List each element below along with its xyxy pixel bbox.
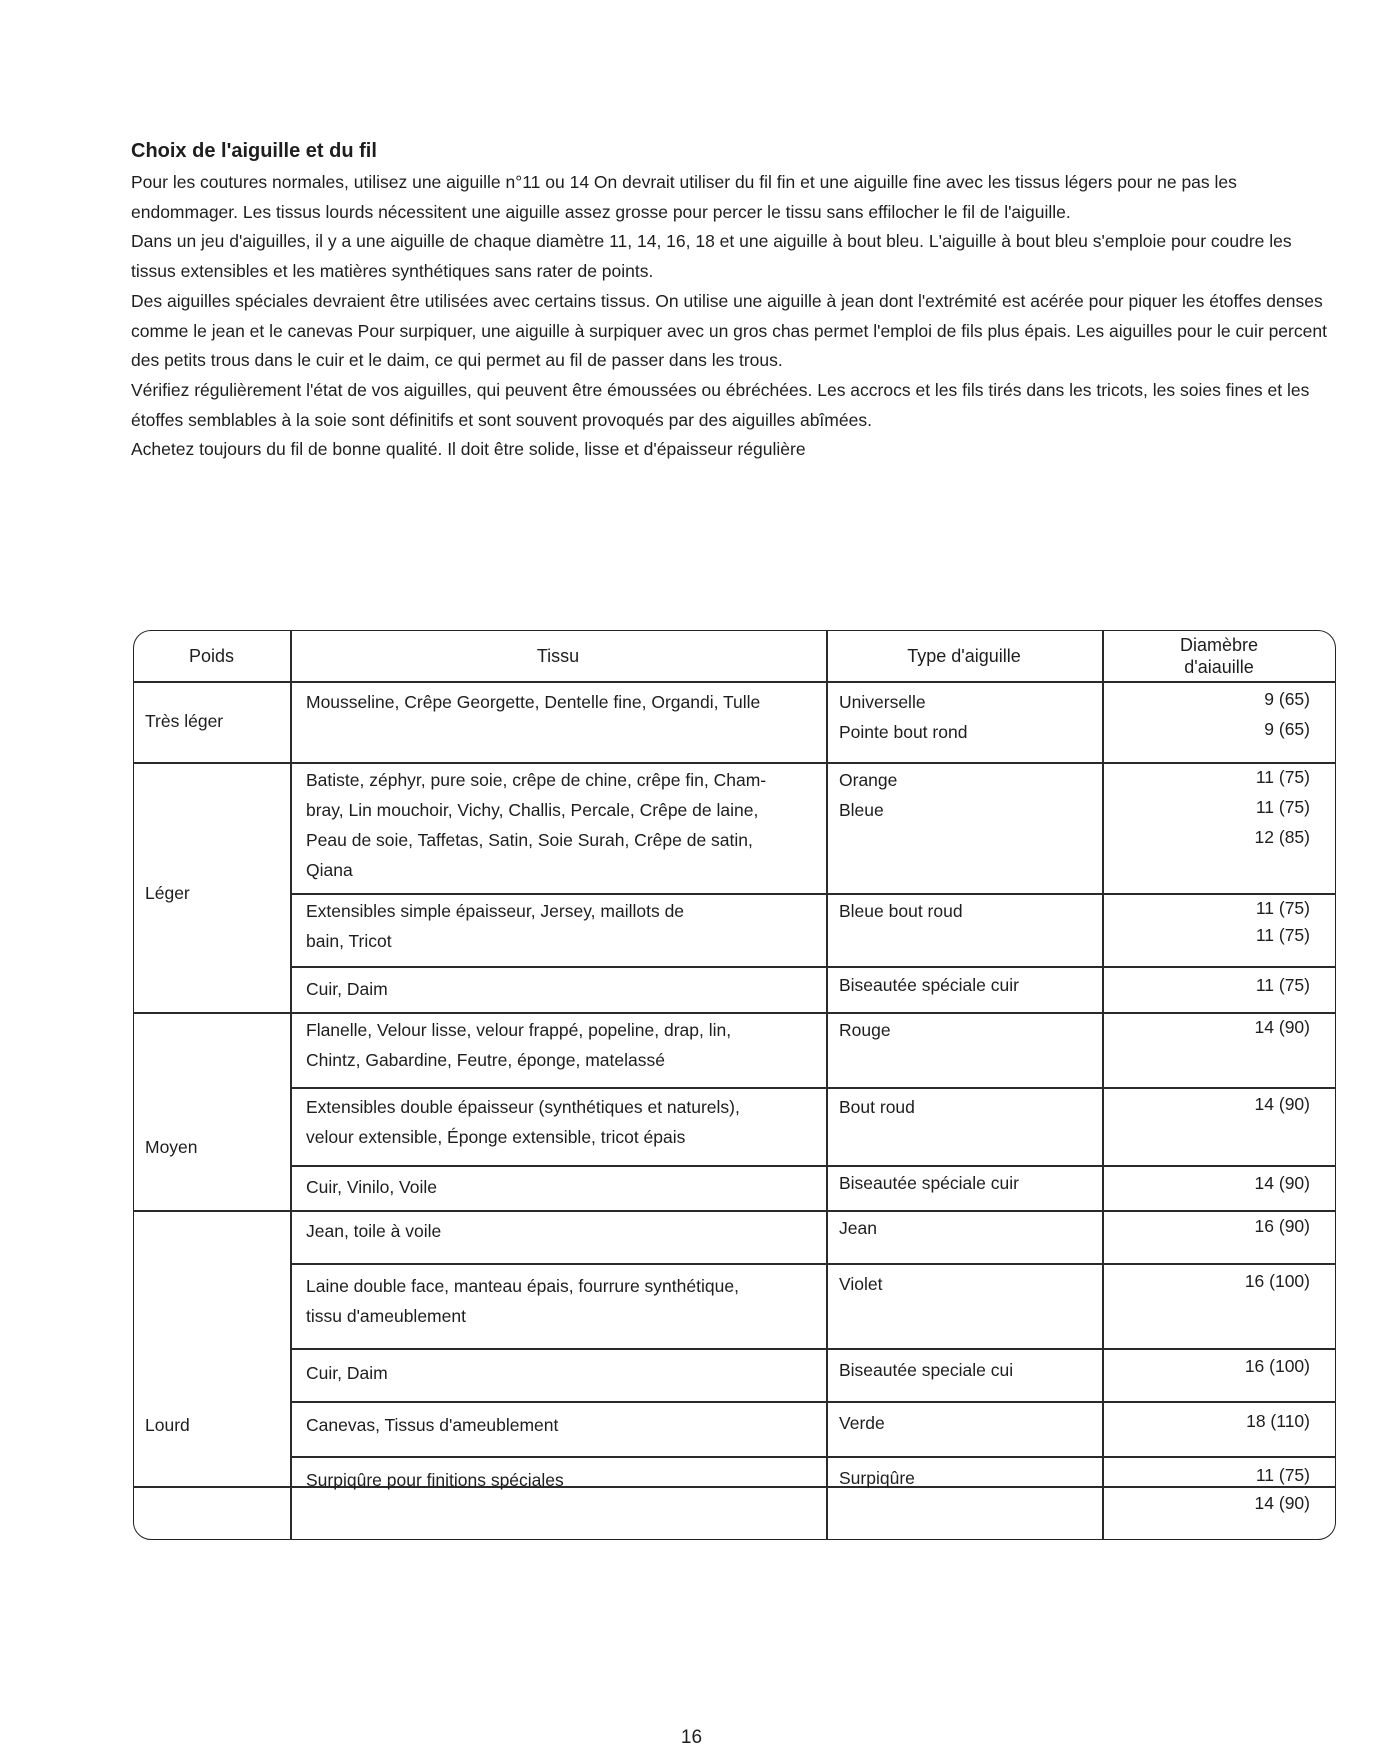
- column-divider: [290, 630, 292, 1540]
- type-cell: Jean: [839, 1218, 877, 1238]
- diametre-cell: 9 (65): [1264, 719, 1310, 739]
- type-cell: Surpiqûre: [839, 1468, 915, 1488]
- diametre-cell: 14 (90): [1254, 1493, 1310, 1513]
- diametre-cell: 18 (110): [1246, 1411, 1310, 1431]
- tissu-cell: Mousseline, Crêpe Georgette, Dentelle fine, Organdi, Tulle: [306, 692, 761, 712]
- tissu-cell: bray, Lin mouchoir, Vichy, Challis, Percale, Crêpe de laine,: [306, 800, 759, 820]
- weight-label: Moyen: [145, 1137, 198, 1157]
- type-cell: Violet: [839, 1274, 883, 1294]
- weight-label: Léger: [145, 883, 190, 903]
- diametre-cell: 11 (75): [1255, 898, 1310, 918]
- header-tissu: Tissu: [536, 646, 580, 666]
- tissu-cell: Chintz, Gabardine, Feutre, éponge, matelassé: [306, 1050, 665, 1070]
- tissu-cell: Peau de soie, Taffetas, Satin, Soie Surah, Crêpe de satin,: [306, 830, 753, 850]
- tissu-cell: Cuir, Daim: [306, 1363, 388, 1383]
- diametre-cell: 14 (90): [1254, 1094, 1310, 1114]
- diametre-cell: 11 (75): [1255, 925, 1310, 945]
- row-divider: [133, 681, 1336, 683]
- paragraph: Dans un jeu d'aiguilles, il y a une aiguille de chaque diamètre 11, 14, 16, 18 et une aiguille à bout bleu. L'aiguille à bout bleu s'emploie pour coudre les tissus extensibles et les matières synthétiques sans rater de points.: [131, 231, 1292, 282]
- diametre-cell: 11 (75): [1255, 1465, 1310, 1485]
- paragraph: Achetez toujours du fil de bonne qualité. Il doit être solide, lisse et d'épaisseur régulière: [131, 439, 806, 460]
- type-cell: Verde: [839, 1413, 885, 1433]
- tissu-cell: velour extensible, Éponge extensible, tricot épais: [306, 1127, 686, 1147]
- type-cell: Biseautée spéciale cuir: [839, 1173, 1019, 1193]
- needle-table: [133, 630, 1336, 1540]
- page-number: 16: [680, 1727, 703, 1748]
- header-poids: Poids: [188, 646, 235, 666]
- diametre-cell: 16 (90): [1254, 1216, 1310, 1236]
- weight-label: Très léger: [145, 711, 224, 731]
- header-diametre-line2: d'aiauille: [1184, 657, 1254, 677]
- diametre-cell: 9 (65): [1264, 689, 1310, 709]
- type-cell: Bout roud: [839, 1097, 915, 1117]
- tissu-cell: Flanelle, Velour lisse, velour frappé, popeline, drap, lin,: [306, 1020, 732, 1040]
- type-cell: Biseautée speciale cui: [839, 1360, 1014, 1380]
- diametre-cell: 12 (85): [1254, 827, 1310, 847]
- row-divider: [290, 1401, 1336, 1403]
- diametre-cell: 14 (90): [1254, 1017, 1310, 1037]
- tissu-cell: Jean, toile à voile: [306, 1221, 442, 1241]
- type-cell: Pointe bout rond: [839, 722, 968, 742]
- row-divider: [290, 1263, 1336, 1265]
- type-cell: Biseautée spéciale cuir: [839, 975, 1019, 995]
- diametre-cell: 11 (75): [1255, 797, 1310, 817]
- paragraph: Vérifiez régulièrement l'état de vos aiguilles, qui peuvent être émoussées ou ébréchées. Les accrocs et les fils tirés dans les tricots, les soies fines et les étoffes semblables à la soie sont définitifs et sont souvent provoqués par des aiguilles abîmées.: [131, 379, 1310, 430]
- diametre-cell: 11 (75): [1255, 767, 1310, 787]
- type-cell: Orange: [839, 770, 898, 790]
- type-cell: Bleue bout roud: [839, 901, 963, 921]
- row-divider: [290, 1165, 1336, 1167]
- paragraph: Pour les coutures normales, utilisez une aiguille n°11 ou 14 On devrait utiliser du fil fin et une aiguille fine avec les tissus légers pour ne pas les endommager. Les tissus lourds nécessitent une aiguille assez grosse pour percer le tissu sans effilocher le fil de l'aiguille.: [131, 172, 1237, 222]
- header-type: Type d'aiguille: [907, 646, 1021, 666]
- diametre-cell: 14 (90): [1254, 1173, 1310, 1193]
- weight-label: Lourd: [145, 1415, 190, 1435]
- tissu-cell: Qiana: [306, 860, 353, 880]
- tissu-cell: tissu d'ameublement: [306, 1306, 466, 1326]
- tissu-cell: Cuir, Vinilo, Voile: [306, 1177, 438, 1197]
- tissu-cell: Canevas, Tissus d'ameublement: [306, 1415, 559, 1435]
- type-cell: Bleue: [839, 800, 884, 820]
- type-cell: Rouge: [839, 1020, 891, 1040]
- row-divider: [290, 1456, 1336, 1458]
- tissu-cell: Cuir, Daim: [306, 979, 388, 999]
- type-cell: Universelle: [839, 692, 926, 712]
- row-divider: [290, 1348, 1336, 1350]
- section-heading: Choix de l'aiguille et du fil: [131, 140, 377, 162]
- tissu-cell: Extensibles simple épaisseur, Jersey, maillots de: [306, 901, 685, 921]
- tissu-cell: Surpiqûre pour finitions spéciales: [306, 1470, 564, 1490]
- intro-text: [131, 168, 1336, 465]
- tissu-cell: Batiste, zéphyr, pure soie, crêpe de chine, crêpe fin, Cham-: [306, 770, 767, 790]
- tissu-cell: Laine double face, manteau épais, fourrure synthétique,: [306, 1276, 739, 1296]
- tissu-cell: Extensibles double épaisseur (synthétiques et naturels),: [306, 1097, 740, 1117]
- paragraph: Des aiguilles spéciales devraient être utilisées avec certains tissus. On utilise une aiguille à jean dont l'extrémité est acérée pour piquer les étoffes denses comme le jean et le canevas Pour surpiquer, une aiguille à surpiquer avec un gros chas permet l'emploi de fils plus épais. Les aiguilles pour le cuir percent des petits trous dans le cuir et le daim, ce qui permet au fil de passer dans les trous.: [131, 290, 1327, 371]
- row-divider: [290, 966, 1336, 968]
- diametre-cell: 16 (100): [1244, 1271, 1310, 1291]
- tissu-cell: bain, Tricot: [306, 931, 392, 951]
- diametre-cell: 11 (75): [1255, 975, 1310, 995]
- column-divider: [826, 630, 828, 1540]
- diametre-cell: 16 (100): [1244, 1356, 1310, 1376]
- header-diametre-line1: Diamèbre: [1179, 635, 1259, 655]
